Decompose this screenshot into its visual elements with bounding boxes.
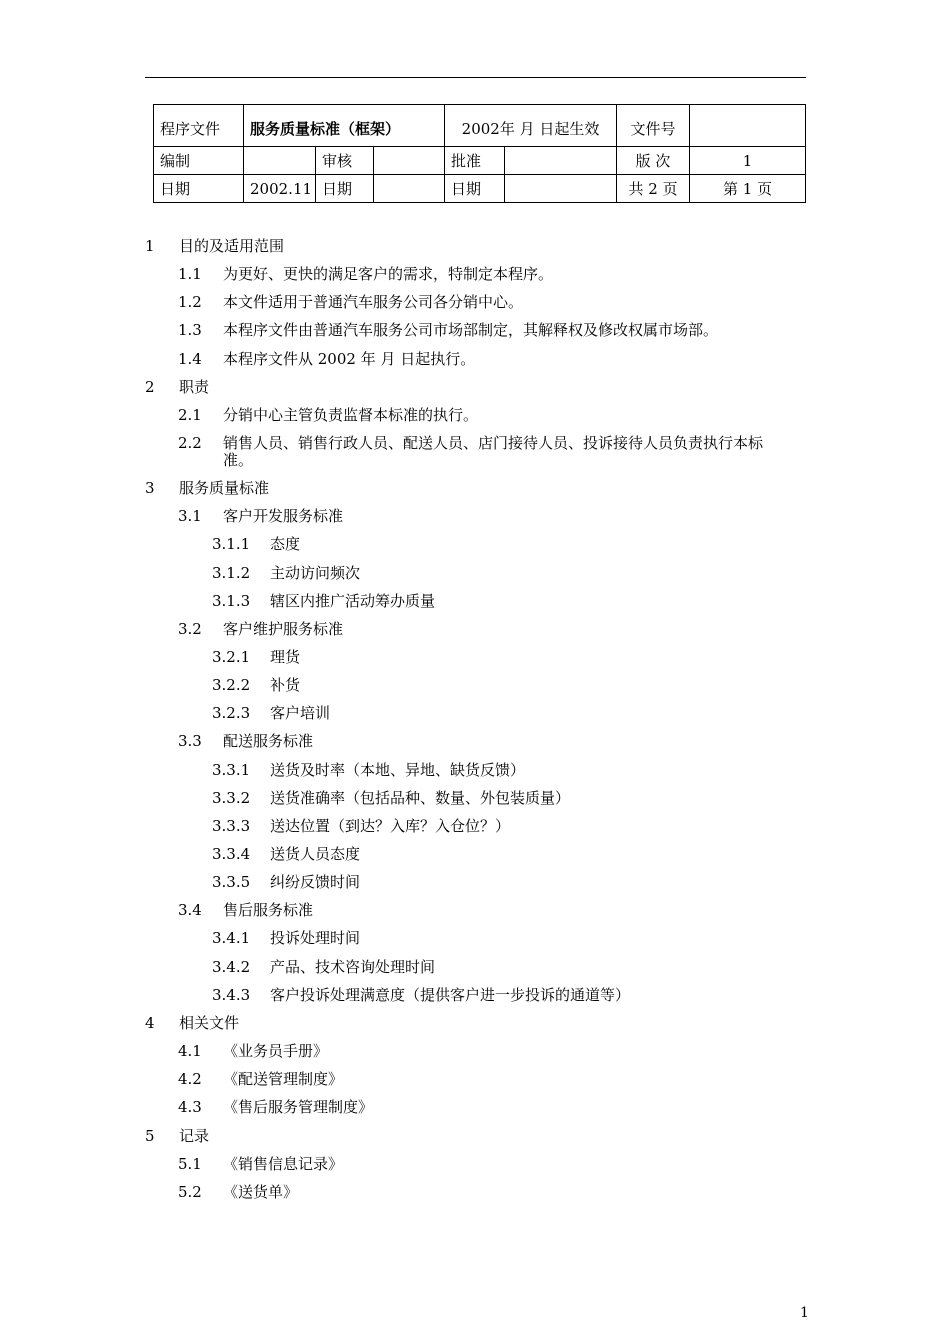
outline-text: 本程序文件从 2002 年 月 日起执行。 [223,349,476,368]
outline-text: 《业务员手册》 [223,1042,329,1061]
cell-version-label: 版 次 [617,147,690,175]
cell-date-label-2: 日期 [316,175,374,203]
outline-text: 《销售信息记录》 [223,1154,344,1173]
outline-text: 客户维护服务标准 [223,619,344,638]
outline-number: 3.4 [178,901,202,920]
outline-text: 送货准确率（包括品种、数量、外包装质量） [270,788,571,807]
outline-number: 5 [145,1126,155,1145]
outline-number: 3.1.2 [212,563,251,582]
outline-text: 送达位置（到达？入库？入仓位？） [270,816,511,835]
outline-text: 本程序文件由普通汽车服务公司市场部制定，其解释权及修改权属市场部。 [223,321,719,340]
outline-text: 客户投诉处理满意度（提供客户进一步投诉的通道等） [270,985,631,1004]
outline-text: 职责 [179,377,210,396]
outline-number: 3.1 [178,507,202,526]
cell-date-label-3: 日期 [445,175,505,203]
outline-text: 送货人员态度 [270,845,361,863]
outline-text: 记录 [179,1126,210,1145]
outline-text: 为更好、更快的满足客户的需求，特制定本程序。 [223,265,554,284]
outline-text: 产品、技术咨询处理时间 [270,957,436,976]
cell-prepared-label: 编制 [154,147,244,175]
outline-text: 补货 [270,676,301,695]
outline-text-continuation: 准。 [223,451,254,470]
outline-number: 3.4.2 [212,957,251,976]
cell-version: 1 [690,147,806,175]
cell-date-1: 2002.11 [244,175,316,203]
outline-number: 2 [145,377,155,396]
outline-number: 5.2 [178,1182,202,1201]
cell-total-pages: 共 2 页 [617,175,690,203]
outline-number: 3.2 [178,619,202,638]
cell-effective-date: 2002年 月 日起生效 [445,105,617,147]
outline-number: 3.3 [178,732,202,751]
cell-reviewed-label: 审核 [316,147,374,175]
cell-page-of: 第 1 页 [690,175,806,203]
outline-number: 1.3 [178,321,202,340]
outline-number: 3.3.3 [212,816,251,835]
outline-number: 4 [145,1013,155,1032]
outline-number: 1 [145,237,155,255]
outline-text: 《送货单》 [223,1182,299,1201]
outline-number: 3.4.3 [212,985,251,1004]
outline-text: 客户开发服务标准 [223,507,344,526]
outline-number: 3.2.3 [212,704,251,723]
outline-text: 售后服务标准 [223,901,314,920]
outline-text: 配送服务标准 [223,732,314,751]
outline-text: 相关文件 [179,1013,240,1032]
outline-number: 3.3.1 [212,760,251,779]
outline-number: 3.1.3 [212,591,251,610]
outline-number: 1.1 [178,265,202,284]
outline-number: 3.1.1 [212,535,251,554]
outline-text: 销售人员、销售行政人员、配送人员、店门接待人员、投诉接待人员负责执行本标 [223,434,764,453]
outline-text: 《配送管理制度》 [223,1070,344,1089]
outline-text: 客户培训 [270,704,331,723]
outline-text: 投诉处理时间 [270,929,361,948]
outline-text: 服务质量标准 [179,479,270,498]
outline-number: 3.3.2 [212,788,251,807]
cell-date-3 [505,175,617,203]
outline-text: 态度 [270,535,301,554]
outline-number: 3 [145,479,155,498]
outline-number: 3.3.4 [212,845,251,863]
top-rule [145,77,806,78]
outline-number: 1.4 [178,349,202,368]
outline-text: 《售后服务管理制度》 [223,1098,374,1117]
outline-text: 理货 [270,647,301,666]
outline-number: 2.1 [178,405,202,424]
outline-number: 2.2 [178,434,202,453]
outline-text: 辖区内推广活动筹办质量 [270,591,436,610]
outline-number: 3.3.5 [212,873,251,892]
cell-approved-label: 批准 [445,147,505,175]
outline-number: 3.2.1 [212,647,251,666]
outline-text: 主动访问频次 [270,563,361,582]
outline-text: 送货及时率（本地、异地、缺货反馈） [270,760,526,779]
cell-reviewed [374,147,445,175]
outline-number: 3.4.1 [212,929,251,948]
cell-date-2 [374,175,445,203]
outline-text: 目的及适用范围 [179,237,285,255]
outline-text: 分销中心主管负责监督本标准的执行。 [223,405,479,424]
outline-number: 4.2 [178,1070,202,1089]
cell-date-label-1: 日期 [154,175,244,203]
cell-approved [505,147,617,175]
outline-number: 4.1 [178,1042,202,1061]
cell-doc-number-label: 文件号 [617,105,690,147]
outline-number: 3.2.2 [212,676,251,695]
outline-text: 纠纷反馈时间 [270,873,361,892]
cell-doc-title: 服务质量标准（框架） [244,105,445,147]
cell-prepared [244,147,316,175]
outline-number: 1.2 [178,293,202,312]
page-number: 1 [800,1305,809,1321]
outline-text: 本文件适用于普通汽车服务公司各分销中心。 [223,293,524,312]
cell-doc-number [690,105,806,147]
outline-number: 5.1 [178,1154,202,1173]
header-table [153,104,806,203]
cell-doc-type: 程序文件 [154,105,244,147]
outline-number: 4.3 [178,1098,202,1117]
